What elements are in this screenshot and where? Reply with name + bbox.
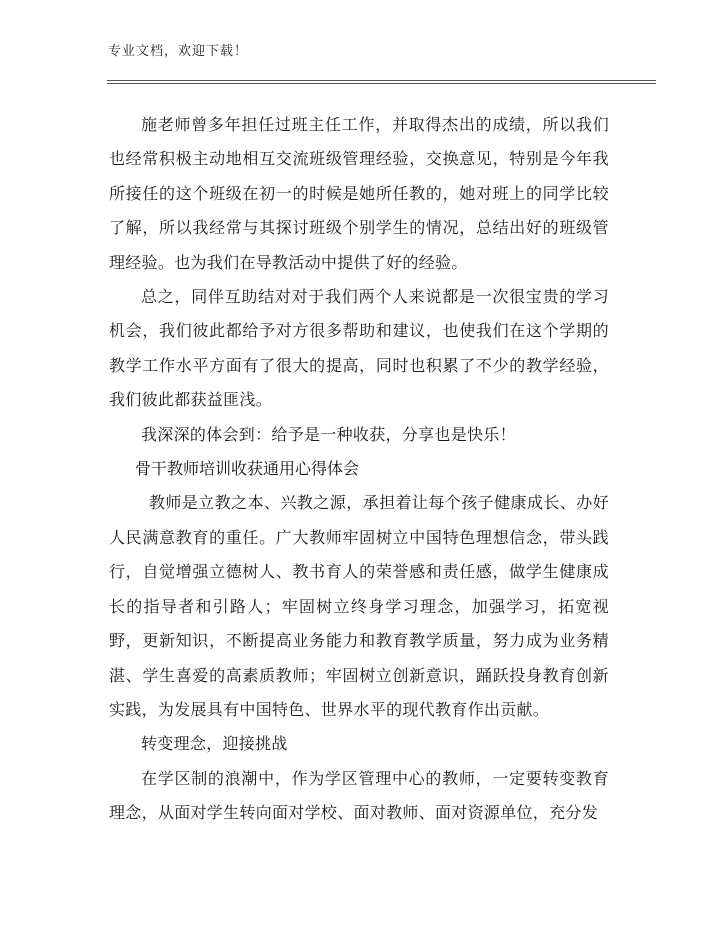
paragraph-2: 总之，同伴互助结对对于我们两个人来说都是一次很宝贵的学习机会，我们彼此都给予对方很多帮助和建议，也使我们在这个学期的教学工作水平方面有了很大的提高，同时也积累了不少的教学经验，我们彼此都获益匪浅。 (109, 287, 609, 410)
paragraph-1: 施老师曾多年担任过班主任工作，并取得杰出的成绩，所以我们也经常积极主动地相互交流班级管理经验，交换意见，特别是今年我所接任的这个班级在初一的时候是她所任教的，她对班上的同学比较了解，所以我经常与其探讨班级个别学生的情况，总结出好的班级管理经验。也为我们在导教活动中提供了好的经验。 (109, 115, 609, 272)
document-body (109, 108, 609, 831)
section-heading: 骨干教师培训收获通用心得体会 (135, 459, 360, 479)
page-header: 专业文档，欢迎下载！ (108, 44, 249, 59)
paragraph-6: 在学区制的浪潮中，作为学区管理中心的教师，一定要转变教育理念，从面对学生转向面对学校、面对教师、面对资源单位，充分发 (109, 768, 609, 823)
paragraph-3: 我深深的体会到：给予是一种收获，分享也是快乐！ (141, 424, 516, 444)
paragraph-4: 教师是立教之本、兴教之源，承担着让每个孩子健康成长、办好人民满意教育的重任。广大教师牢固树立中国特色理想信念，带头践行，自觉增强立德树人、教书育人的荣誉感和责任感，做学生健康成长的指导者和引路人；牢固树立终身学习理念，加强学习，拓宽视野，更新知识，不断提高业务能力和教育教学质量，努力成为业务精湛、学生喜爱的高素质教师；牢固树立创新意识，踊跃投身教育创新实践，为发展具有中国特色、世界水平的现代教育作出贡献。 (109, 493, 609, 719)
header-divider-top (107, 80, 656, 81)
header-divider-bottom (107, 83, 656, 84)
paragraph-5: 转变理念，迎接挑战 (141, 734, 288, 754)
